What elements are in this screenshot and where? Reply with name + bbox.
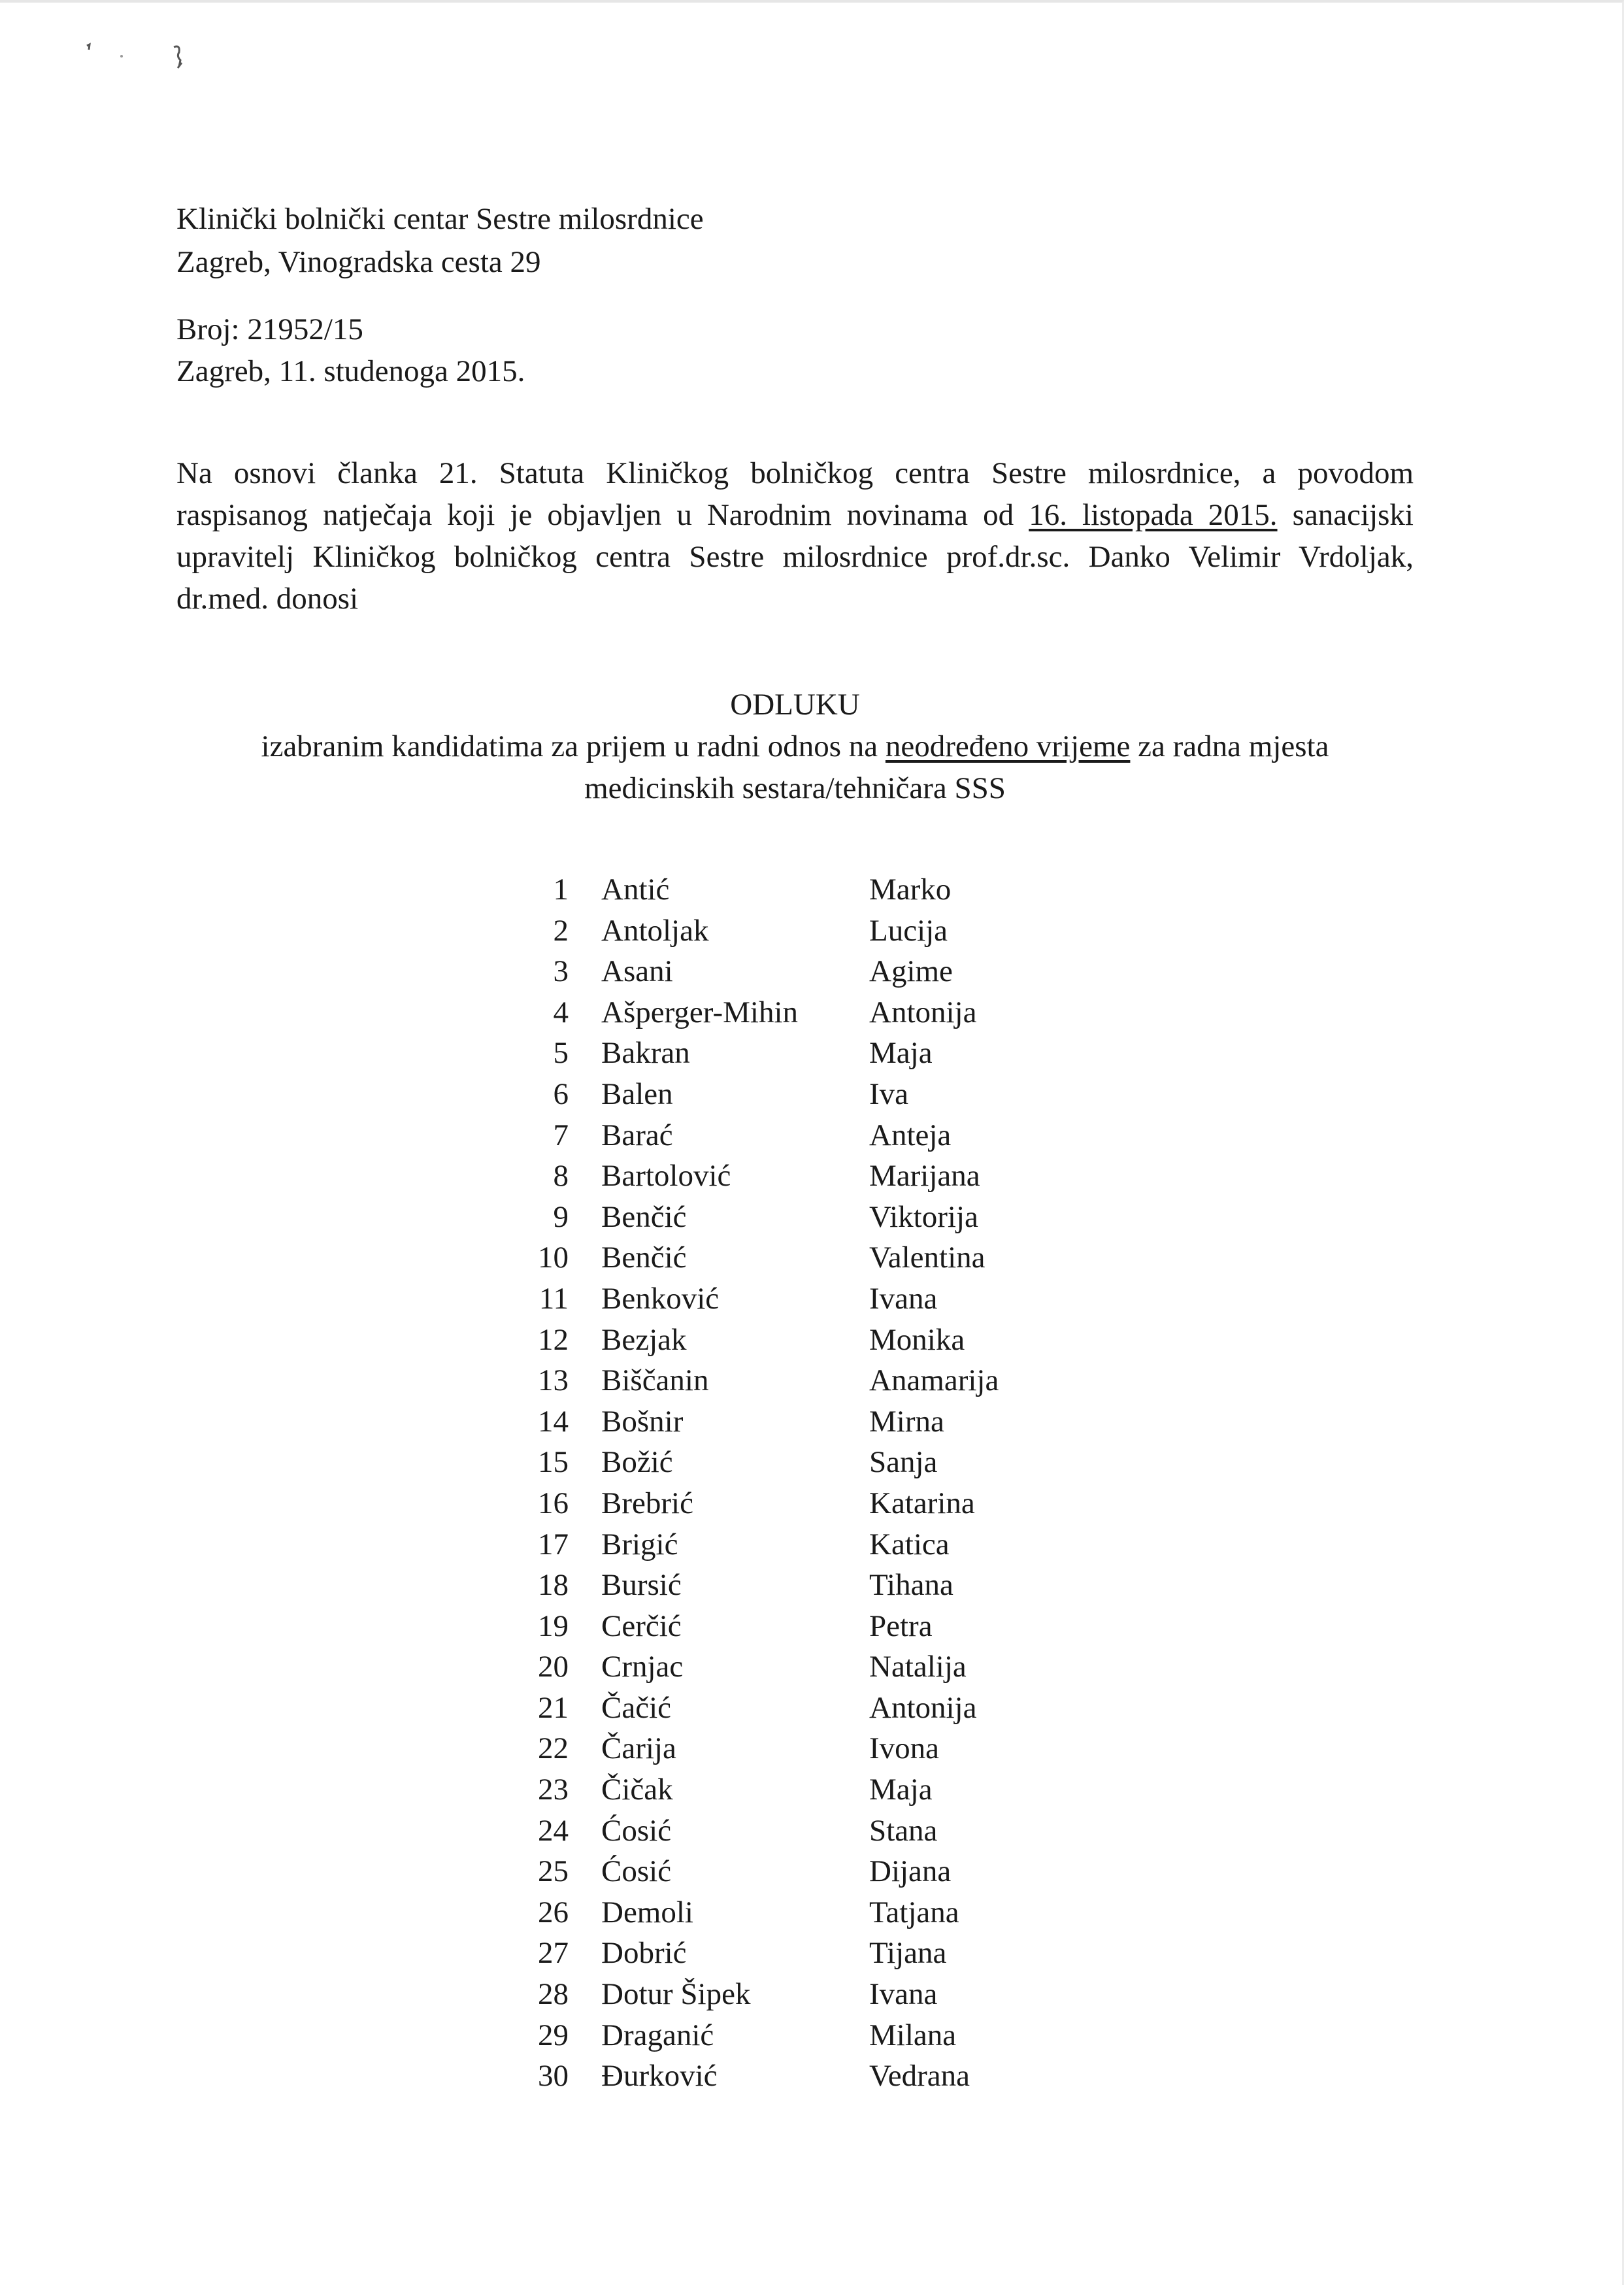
candidate-row xyxy=(497,1360,1065,1401)
candidate-surname: Bartolović xyxy=(601,1159,731,1193)
candidate-first-name: Marijana xyxy=(869,1159,980,1193)
candidate-first-name: Ivona xyxy=(869,1731,940,1766)
candidate-first-name: Anamarija xyxy=(869,1363,999,1398)
candidate-row xyxy=(497,1933,1065,1974)
candidate-surname: Bezjak xyxy=(601,1322,687,1357)
candidate-row xyxy=(497,1646,1065,1688)
candidate-surname: Demoli xyxy=(601,1895,693,1929)
candidate-first-name: Vedrana xyxy=(869,2059,970,2093)
candidate-number: 8 xyxy=(553,1159,569,1193)
candidate-first-name: Tatjana xyxy=(869,1895,959,1929)
candidate-row xyxy=(497,2056,1065,2097)
candidate-row xyxy=(497,910,1065,952)
candidate-first-name: Marko xyxy=(869,873,952,907)
candidate-surname: Antić xyxy=(601,873,670,907)
candidate-surname: Draganić xyxy=(601,2018,714,2052)
candidate-surname: Čarija xyxy=(601,1731,676,1766)
candidate-surname: Crnjac xyxy=(601,1650,684,1684)
decision-subtitle-underlined: neodređeno vrijeme xyxy=(885,729,1131,763)
candidate-surname: Balen xyxy=(601,1076,673,1111)
candidate-surname: Barać xyxy=(601,1118,673,1152)
candidate-number: 19 xyxy=(538,1609,569,1643)
candidate-surname: Benković xyxy=(601,1281,720,1316)
candidate-surname: Božić xyxy=(601,1445,673,1480)
candidate-first-name: Monika xyxy=(869,1322,965,1357)
candidate-surname: Čačić xyxy=(601,1690,671,1725)
publication-date: 16. listopada 2015. xyxy=(1029,498,1278,532)
candidate-surname: Dotur Šipek xyxy=(601,1977,751,2012)
candidate-row xyxy=(497,1197,1065,1238)
intro-line-2 xyxy=(176,494,1414,536)
candidate-surname: Bakran xyxy=(601,1036,690,1071)
candidate-first-name: Maja xyxy=(869,1773,933,1807)
candidate-row xyxy=(497,1728,1065,1769)
candidate-first-name: Iva xyxy=(869,1076,909,1111)
candidate-surname: Benčić xyxy=(601,1241,687,1275)
candidate-row xyxy=(497,1524,1065,1565)
candidate-surname: Asani xyxy=(601,954,673,989)
candidate-first-name: Maja xyxy=(869,1036,933,1071)
candidate-first-name: Dijana xyxy=(869,1854,952,1889)
candidate-surname: Ćosić xyxy=(601,1813,672,1848)
candidate-row xyxy=(497,1074,1065,1115)
candidate-number: 22 xyxy=(538,1731,569,1766)
candidate-number: 1 xyxy=(553,873,569,907)
candidate-number: 17 xyxy=(538,1527,569,1561)
candidate-row xyxy=(497,1033,1065,1074)
candidate-surname: Dobrić xyxy=(601,1936,687,1971)
candidate-surname: Bošnir xyxy=(601,1404,684,1439)
candidate-row xyxy=(497,1237,1065,1278)
decision-subtitle-line-1 xyxy=(176,726,1414,767)
candidate-number: 18 xyxy=(538,1568,569,1603)
scan-artifact-marks xyxy=(84,38,201,77)
intro-line-2-start: raspisanog natječaja koji je objavljen u Narodnim novinama od xyxy=(176,498,1029,532)
candidate-number: 14 xyxy=(538,1404,569,1439)
candidate-row xyxy=(497,1974,1065,2015)
candidate-first-name: Antonija xyxy=(869,995,977,1029)
candidate-row xyxy=(497,869,1065,910)
institution-address: Zagreb, Vinogradska cesta 29 xyxy=(176,245,541,279)
candidate-number: 20 xyxy=(538,1650,569,1684)
candidate-number: 23 xyxy=(538,1773,569,1807)
candidate-first-name: Petra xyxy=(869,1609,933,1643)
candidate-row xyxy=(497,1769,1065,1810)
candidate-number: 25 xyxy=(538,1854,569,1889)
intro-line-4: dr.med. donosi xyxy=(176,582,359,616)
candidate-surname: Brebrić xyxy=(601,1486,693,1520)
decision-subtitle-start: izabranim kandidatima za prijem u radni odnos na xyxy=(261,729,886,763)
candidate-row xyxy=(497,1565,1065,1606)
candidate-row xyxy=(497,1606,1065,1647)
candidate-row xyxy=(497,1278,1065,1320)
candidate-surname: Bursić xyxy=(601,1568,682,1603)
candidate-first-name: Katarina xyxy=(869,1486,975,1520)
candidate-first-name: Lucija xyxy=(869,913,948,948)
candidate-number: 2 xyxy=(553,913,569,948)
candidate-first-name: Mirna xyxy=(869,1404,944,1439)
candidate-row xyxy=(497,1401,1065,1443)
intro-line-1: Na osnovi članka 21. Statuta Kliničkog bolničkog centra Sestre milosrdnice, a povodom xyxy=(176,456,1414,490)
candidate-surname: Benčić xyxy=(601,1199,687,1234)
candidate-row xyxy=(497,2015,1065,2056)
candidate-first-name: Katica xyxy=(869,1527,950,1561)
candidate-first-name: Anteja xyxy=(869,1118,952,1152)
candidate-first-name: Ivana xyxy=(869,1977,938,2012)
candidate-first-name: Natalija xyxy=(869,1650,967,1684)
intro-line-2-end: sanacijski xyxy=(1277,498,1414,532)
candidate-surname: Čičak xyxy=(601,1773,673,1807)
candidate-row xyxy=(497,951,1065,992)
candidate-number: 13 xyxy=(538,1363,569,1398)
candidate-first-name: Antonija xyxy=(869,1690,977,1725)
candidate-row xyxy=(497,1892,1065,1933)
candidate-number: 11 xyxy=(539,1281,569,1316)
candidate-number: 10 xyxy=(538,1241,569,1275)
candidate-row xyxy=(497,1320,1065,1361)
intro-line-3: upravitelj Kliničkog bolničkog centra Sestre milosrdnice prof.dr.sc. Danko Velimir Vrdoljak, xyxy=(176,540,1414,574)
decision-subtitle-line-2: medicinskih sestara/tehničara SSS xyxy=(584,771,1006,805)
document-date: Zagreb, 11. studenoga 2015. xyxy=(176,354,525,388)
candidate-row xyxy=(497,1156,1065,1197)
candidate-first-name: Agime xyxy=(869,954,953,989)
candidate-number: 30 xyxy=(538,2059,569,2093)
letterhead xyxy=(176,197,704,284)
candidate-first-name: Milana xyxy=(869,2018,957,2052)
candidate-first-name: Sanja xyxy=(869,1445,938,1480)
candidate-row xyxy=(497,1115,1065,1156)
candidate-number: 24 xyxy=(538,1813,569,1848)
candidate-number: 6 xyxy=(553,1076,569,1111)
candidate-row xyxy=(497,1688,1065,1729)
decision-heading xyxy=(176,684,1414,809)
candidate-surname: Biščanin xyxy=(601,1363,709,1398)
candidate-number: 12 xyxy=(538,1322,569,1357)
document-meta xyxy=(176,309,525,392)
candidate-row xyxy=(497,1483,1065,1524)
decision-title: ODLUKU xyxy=(730,688,860,722)
candidate-surname: Đurković xyxy=(601,2059,718,2093)
candidate-first-name: Ivana xyxy=(869,1281,938,1316)
candidate-row xyxy=(497,992,1065,1033)
decision-subtitle-end: za radna mjesta xyxy=(1130,729,1329,763)
candidate-surname: Ćosić xyxy=(601,1854,672,1889)
candidate-first-name: Viktorija xyxy=(869,1199,978,1234)
candidate-number: 26 xyxy=(538,1895,569,1929)
institution-name: Klinički bolnički centar Sestre milosrdnice xyxy=(176,202,704,236)
candidate-surname: Cerčić xyxy=(601,1609,682,1643)
candidate-number: 16 xyxy=(538,1486,569,1520)
candidate-number: 7 xyxy=(553,1118,569,1152)
candidate-number: 9 xyxy=(553,1199,569,1234)
candidate-first-name: Valentina xyxy=(869,1241,986,1275)
candidate-number: 29 xyxy=(538,2018,569,2052)
candidate-number: 3 xyxy=(553,954,569,989)
candidate-first-name: Tihana xyxy=(869,1568,953,1603)
candidate-surname: Brigić xyxy=(601,1527,678,1561)
candidate-row xyxy=(497,1810,1065,1852)
candidate-number: 5 xyxy=(553,1036,569,1071)
candidate-surname: Antoljak xyxy=(601,913,709,948)
candidate-number: 27 xyxy=(538,1936,569,1971)
candidate-first-name: Tijana xyxy=(869,1936,947,1971)
candidate-number: 21 xyxy=(538,1690,569,1725)
candidate-first-name: Stana xyxy=(869,1813,938,1848)
document-number: Broj: 21952/15 xyxy=(176,312,363,346)
candidate-list xyxy=(497,869,1065,2097)
intro-paragraph xyxy=(176,452,1414,620)
candidate-number: 4 xyxy=(553,995,569,1029)
candidate-number: 15 xyxy=(538,1445,569,1480)
candidate-number: 28 xyxy=(538,1977,569,2012)
candidate-row xyxy=(497,1442,1065,1483)
candidate-surname: Ašperger-Mihin xyxy=(601,995,799,1029)
candidate-row xyxy=(497,1851,1065,1892)
